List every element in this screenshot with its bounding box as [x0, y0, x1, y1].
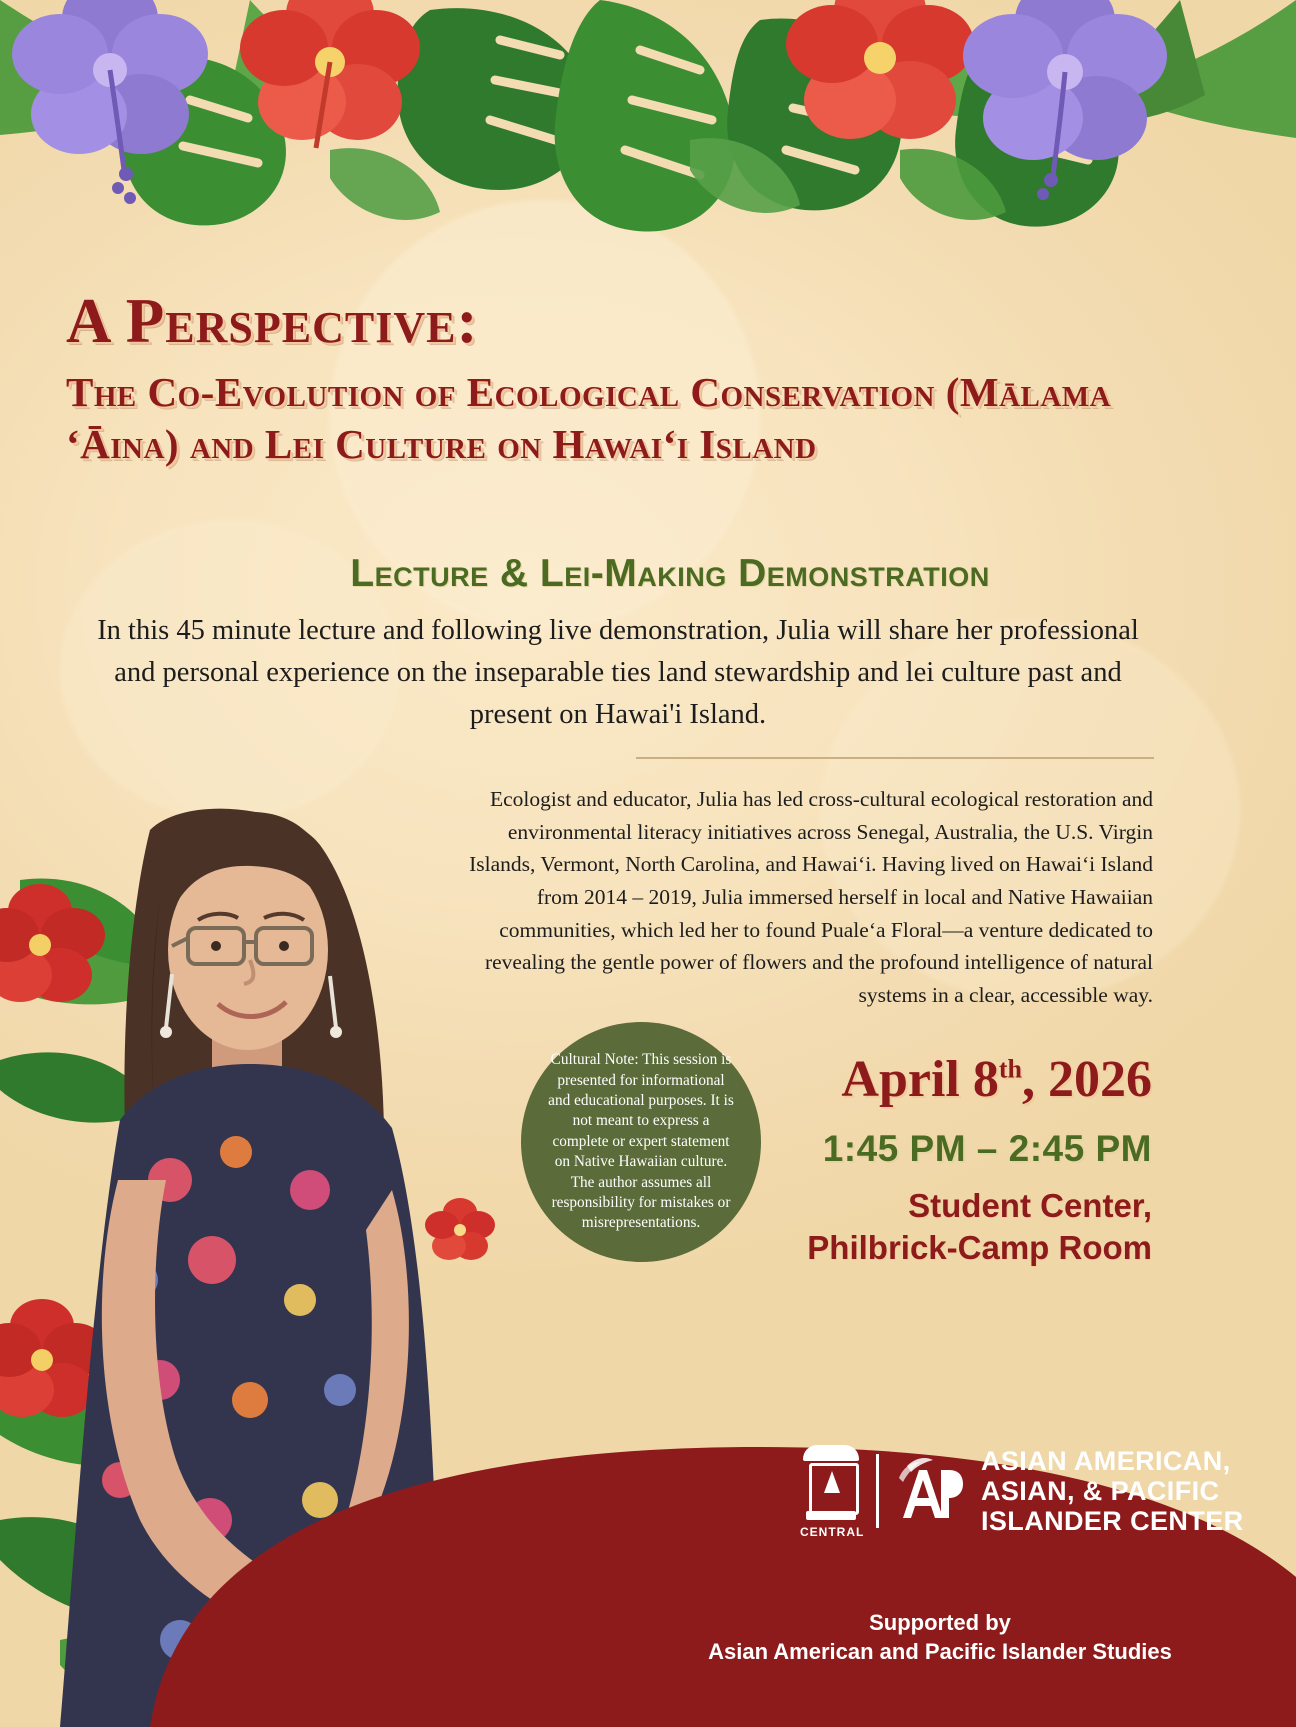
logo-divider: [876, 1454, 879, 1528]
org-name-line2: ASIAN, & PACIFIC: [981, 1475, 1220, 1506]
session-type-heading: Lecture & Lei-Making Demonstration: [350, 552, 990, 595]
event-venue-line1: Student Center,: [908, 1187, 1152, 1224]
aapi-monogram-icon: [893, 1454, 967, 1528]
lantern-label: CENTRAL: [800, 1525, 865, 1539]
intro-paragraph: In this 45 minute lecture and following live demonstration, Julia will share her professional and personal experience on the inseparable ties land stewardship and lei culture past and present on Hawai'i Island.: [97, 615, 1139, 730]
supported-by-line2: Asian American and Pacific Islander Studies: [708, 1639, 1172, 1665]
event-date-year: , 2026: [1022, 1051, 1152, 1108]
cultural-note-text: Cultural Note: This session is presented for informational and educational purposes. It is not meant to express a complete or expert statement on Native Hawaiian culture. The author assumes all responsibility for mistakes or misrepresentations.: [548, 1051, 734, 1232]
page-title: A Perspective:: [66, 286, 479, 356]
speaker-bio: Ecologist and educator, Julia has led cross-cultural ecological restoration and environmental literacy initiatives across Senegal, Australia, the U.S. Virgin Islands, Vermont, North Carolina, and Hawaiʻi. Having lived on Hawaiʻi Island from 2014 – 2019, Julia immersed herself in local and Native Hawaiian communities, which led her to found Pualeʻa Floral—a venture dedicated to revealing the gentle power of flowers and the profound intelligence of natural systems in a clear, accessible way.: [469, 787, 1153, 1008]
event-date-text: April 8: [841, 1051, 999, 1108]
aapi-center-logo: [800, 1445, 1244, 1537]
page-subtitle: The Co-Evolution of Ecological Conservation (Mālama ʻĀina) and Lei Culture on Hawaiʻi Island: [66, 369, 1112, 468]
org-name-line3: ISLANDER CENTER: [981, 1506, 1244, 1537]
event-venue-line2: Philbrick-Camp Room: [807, 1229, 1152, 1267]
event-date-ordinal: th: [998, 1054, 1022, 1084]
org-name: [981, 1446, 1244, 1537]
lantern-icon: [800, 1445, 865, 1539]
supported-by-line1: Supported by: [869, 1609, 1011, 1635]
event-time: 1:45 PM – 2:45 PM: [822, 1128, 1152, 1169]
supported-by: [640, 1608, 1240, 1667]
org-name-line1: ASIAN AMERICAN,: [981, 1445, 1231, 1476]
section-divider: [636, 757, 1154, 759]
